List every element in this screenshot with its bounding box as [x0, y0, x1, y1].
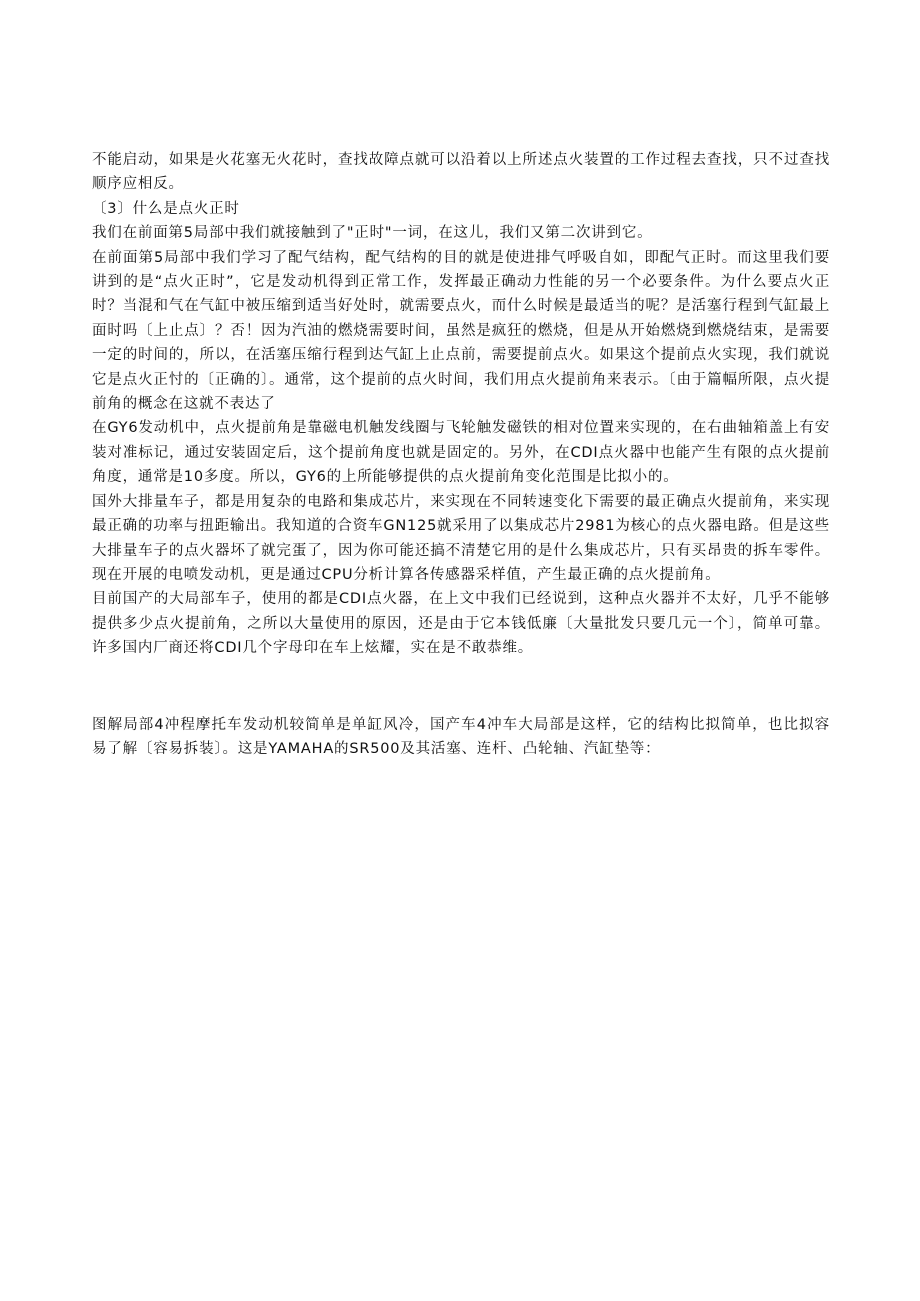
- paragraph-foreign-large-displacement: 国外大排量车子，都是用复杂的电路和集成芯片，来实现在不同转速变化下需要的最正确点火提前角，来实现最正确的功率与扭距输出。我知道的合资车GN125就采用了以集成芯片2981为核心的点火器电路。但是这些大排量车子的点火器坏了就完蛋了，因为你可能还搞不清楚它用的是什么集成芯片，只有买昂贵的拆车零件。现在开展的电喷发动机，更是通过CPU分析计算各传感器采样值，产生最正确的点火提前角。: [92, 493, 830, 583]
- paragraph-ignition-timing-explained: 在前面第5局部中我们学习了配气结构，配气结构的目的就是使进排气呼吸自如，即配气正时。而这里我们要讲到的是“点火正时”，它是发动机得到正常工作，发挥最正确动力性能的另一个必要条件。为什么要点火正时？当混和气在气缸中被压缩到适当好处时，就需要点火，而什么时候是最适当的呢？是活塞行程到气缸最上面时吗〔上止点〕？否！因为汽油的燃烧需要时间，虽然是疯狂的燃烧，但是从开始燃烧到燃烧结束，是需要一定的时间的，所以，在活塞压缩行程到达气缸上止点前，需要提前点火。如果这个提前点火实现，我们就说它是点火正忖的〔正确的〕。通常，这个提前的点火时间，我们用点火提前角来表示。〔由于篇幅所限，点火提前角的概念在这就不表达了: [92, 249, 830, 413]
- paragraph-gy6-advance: 在GY6发动机中，点火提前角是靠磁电机触发线圈与飞轮触发磁铁的相对位置来实现的，在右曲轴箱盖上有安装对准标记，通过安装固定后，这个提前角度也就是固定的。另外，在CDI点火器中也能产生有限的点火提前角度，通常是10多度。所以，GY6的上所能够提供的点火提前角变化范围是比拟小的。: [92, 420, 830, 486]
- paragraph-troubleshooting: 不能启动，如果是火花塞无火花时，查找故障点就可以沿着以上所述点火装置的工作过程去查找，只不过查找顺序应相反。: [92, 152, 830, 193]
- paragraph-domestic-cdi: 目前国产的大局部车子，使用的都是CDI点火器，在上文中我们已经说到，这种点火器并不太好，几乎不能够提供多少点火提前角，之所以大量使用的原因，还是由于它本钱低廉〔大量批发只要几元一个〕，简单可靠。许多国内厂商还将CDI几个字母印在车上炫耀，实在是不敢恭维。: [92, 591, 830, 657]
- section-heading-ignition-timing: 〔3〕什么是点火正时: [92, 200, 240, 217]
- main-text-block: [92, 148, 830, 661]
- second-text-block: [92, 713, 830, 762]
- paragraph-illustration-intro: 图解局部4冲程摩托车发动机较简单是单缸风冷，国产车4冲车大局部是这样，它的结构比拟简单，也比拟容易了解〔容易拆装〕。这是YAMAHA的SR500及其活塞、连杆、凸轮轴、汽缸垫等：: [92, 717, 830, 758]
- paragraph-timing-intro: 我们在前面第5局部中我们就接触到了"正时"一词，在这儿，我们又第二次讲到它。: [92, 225, 653, 242]
